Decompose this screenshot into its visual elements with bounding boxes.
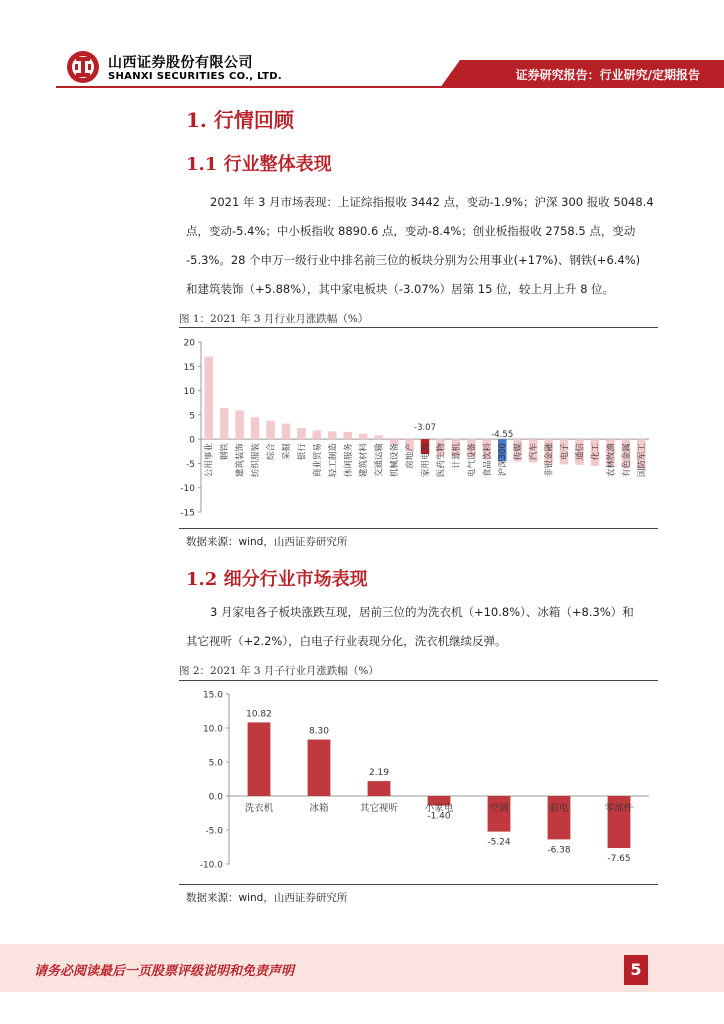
x-tick-label: 有色金属 xyxy=(621,443,632,478)
paragraph-line: 其它视听（+2.2%），白电子行业表现分化，洗衣机继续反弹。 xyxy=(186,634,507,648)
x-tick-label: 钢铁 xyxy=(220,443,231,461)
data-label: -6.38 xyxy=(547,845,571,856)
x-tick-label: 零部件 xyxy=(604,803,634,814)
paragraph-line: 2021 年 3 月市场表现：上证综指报收 3442 点，变动-1.9%；沪深 300 报收 5048.4 xyxy=(210,195,654,209)
x-tick-label: 彩电 xyxy=(549,803,569,814)
x-tick-label: 医药生物 xyxy=(436,443,447,478)
footer-disclaimer: 请务必阅读最后一页股票评级说明和免责声明 xyxy=(34,964,295,979)
x-tick-label: 电气设备 xyxy=(467,443,478,478)
subsection-title-1-1: 1.1 行业整体表现 xyxy=(186,154,332,175)
page-number: 5 xyxy=(624,955,648,985)
x-tick-label: 综合 xyxy=(266,443,277,461)
x-tick-label: 食品饮料 xyxy=(482,443,493,478)
y-tick-label: -5.0 xyxy=(205,826,223,837)
subsection-title-1-2: 1.2 细分行业市场表现 xyxy=(186,569,368,590)
y-tick-label: -5 xyxy=(186,459,195,470)
company-name-en: SHANXI SECURITIES CO., LTD. xyxy=(108,71,282,82)
x-tick-label: 纺织服装 xyxy=(251,443,262,478)
figure-1-bottom-rule xyxy=(179,528,658,529)
x-tick-label: 采掘 xyxy=(281,443,292,461)
x-tick-label: 计算机 xyxy=(451,443,462,469)
y-tick-label: 5 xyxy=(189,411,195,422)
x-tick-label: 电子 xyxy=(560,443,571,461)
x-tick-label: 其它视听 xyxy=(359,803,399,814)
paragraph-line: -5.3%。28 个申万一级行业中排名前三位的板块分别为公用事业(+17%)、钢铁(+6.4%) xyxy=(186,253,641,267)
paragraph-line: 3 月家电各子板块涨跌互现，居前三位的为洗衣机（+10.8%）、冰箱（+8.3%）和 xyxy=(210,605,634,619)
data-label: -1.40 xyxy=(427,811,451,822)
x-tick-label: 建筑装饰 xyxy=(235,443,246,478)
y-tick-label: 15.0 xyxy=(202,690,223,701)
bar xyxy=(313,430,321,439)
data-label: 10.82 xyxy=(246,709,272,720)
x-tick-label: 家用电器 xyxy=(421,443,431,478)
x-tick-label: 空调 xyxy=(489,803,509,814)
y-tick-label: 0.0 xyxy=(208,792,223,803)
bar xyxy=(266,421,274,439)
data-label: -4.55 xyxy=(491,430,514,441)
x-tick-label: 沪深300 xyxy=(498,443,509,477)
x-tick-label: 休闲服务 xyxy=(343,443,354,478)
x-tick-label: 轻工制造 xyxy=(328,443,339,478)
y-tick-label: 0 xyxy=(189,435,195,446)
x-tick-label: 通信 xyxy=(575,443,586,461)
x-tick-label: 农林牧渔 xyxy=(606,443,617,478)
bar xyxy=(220,408,228,439)
section-title: 1. 行情回顾 xyxy=(186,108,294,132)
header-divider xyxy=(56,86,724,88)
x-tick-label: 公用事业 xyxy=(204,443,215,478)
y-tick-label: 5.0 xyxy=(208,758,223,769)
company-logo-icon xyxy=(66,50,100,84)
x-tick-label: 交通运输 xyxy=(374,443,385,478)
figure-2-top-rule xyxy=(179,680,658,681)
x-tick-label: 非银金融 xyxy=(544,443,555,478)
x-tick-label: 建筑材料 xyxy=(359,443,370,478)
y-tick-label: -15 xyxy=(180,508,195,519)
x-tick-label: 洗衣机 xyxy=(244,803,274,814)
y-tick-label: 10 xyxy=(183,387,195,398)
x-tick-label: 国防军工 xyxy=(637,443,648,478)
bar xyxy=(282,424,290,440)
x-tick-label: 传媒 xyxy=(513,443,524,461)
figure-1-top-rule xyxy=(179,327,658,328)
subsector-returns-chart xyxy=(179,684,658,884)
paragraph-subsector xyxy=(186,598,658,656)
figure-1-source: 数据来源：wind，山西证券研究所 xyxy=(186,536,348,548)
data-label: -5.24 xyxy=(487,837,511,848)
bar xyxy=(251,417,259,439)
x-tick-label: 汽车 xyxy=(529,443,540,461)
figure-2-source: 数据来源：wind，山西证券研究所 xyxy=(186,892,348,904)
paragraph-line: 和建筑装饰（+5.88%），其中家电板块（-3.07%）居第 15 位，较上月上升 8 位。 xyxy=(186,282,615,296)
x-tick-label: 银行 xyxy=(297,443,308,461)
paragraph-market-overview xyxy=(186,188,658,304)
figure-2-title: 图 2：2021 年 3 月子行业月涨跌幅（%） xyxy=(179,665,379,677)
bar xyxy=(308,740,331,796)
figure-1-title: 图 1：2021 年 3 月行业月涨跌幅（%） xyxy=(179,313,369,325)
data-label: 2.19 xyxy=(368,768,390,779)
report-type: 证券研究报告：行业研究/定期报告 xyxy=(515,68,700,82)
x-tick-label: 机械设备 xyxy=(390,443,401,478)
data-label: -7.65 xyxy=(607,854,631,865)
bar xyxy=(374,435,382,439)
y-tick-label: 20 xyxy=(183,338,195,349)
x-tick-label: 化工 xyxy=(590,443,601,461)
x-tick-label: 冰箱 xyxy=(309,803,329,814)
bar xyxy=(368,781,391,796)
bar xyxy=(235,411,243,440)
bar xyxy=(204,357,212,440)
bar xyxy=(344,432,352,439)
bar xyxy=(359,434,367,439)
paragraph-line: 点，变动-5.4%；中小板指收 8890.6 点，变动-8.4%；创业板指报收 2758.5 点，变动 xyxy=(186,224,636,238)
y-tick-label: -10.0 xyxy=(199,860,223,871)
x-tick-label: 商业贸易 xyxy=(312,443,323,478)
y-tick-label: 10.0 xyxy=(202,724,223,735)
bar xyxy=(328,431,336,439)
data-label: -3.07 xyxy=(414,423,436,434)
company-name-cn: 山西证券股份有限公司 xyxy=(108,55,253,71)
x-tick-label: 小家电 xyxy=(424,803,454,814)
bar xyxy=(248,722,271,796)
bar xyxy=(297,428,305,439)
data-label: 8.30 xyxy=(308,726,330,737)
y-tick-label: 15 xyxy=(183,362,195,373)
industry-returns-chart xyxy=(179,332,658,528)
x-tick-label: 房地产 xyxy=(405,443,416,469)
figure-2-bottom-rule xyxy=(179,884,658,885)
y-tick-label: -10 xyxy=(180,484,195,495)
